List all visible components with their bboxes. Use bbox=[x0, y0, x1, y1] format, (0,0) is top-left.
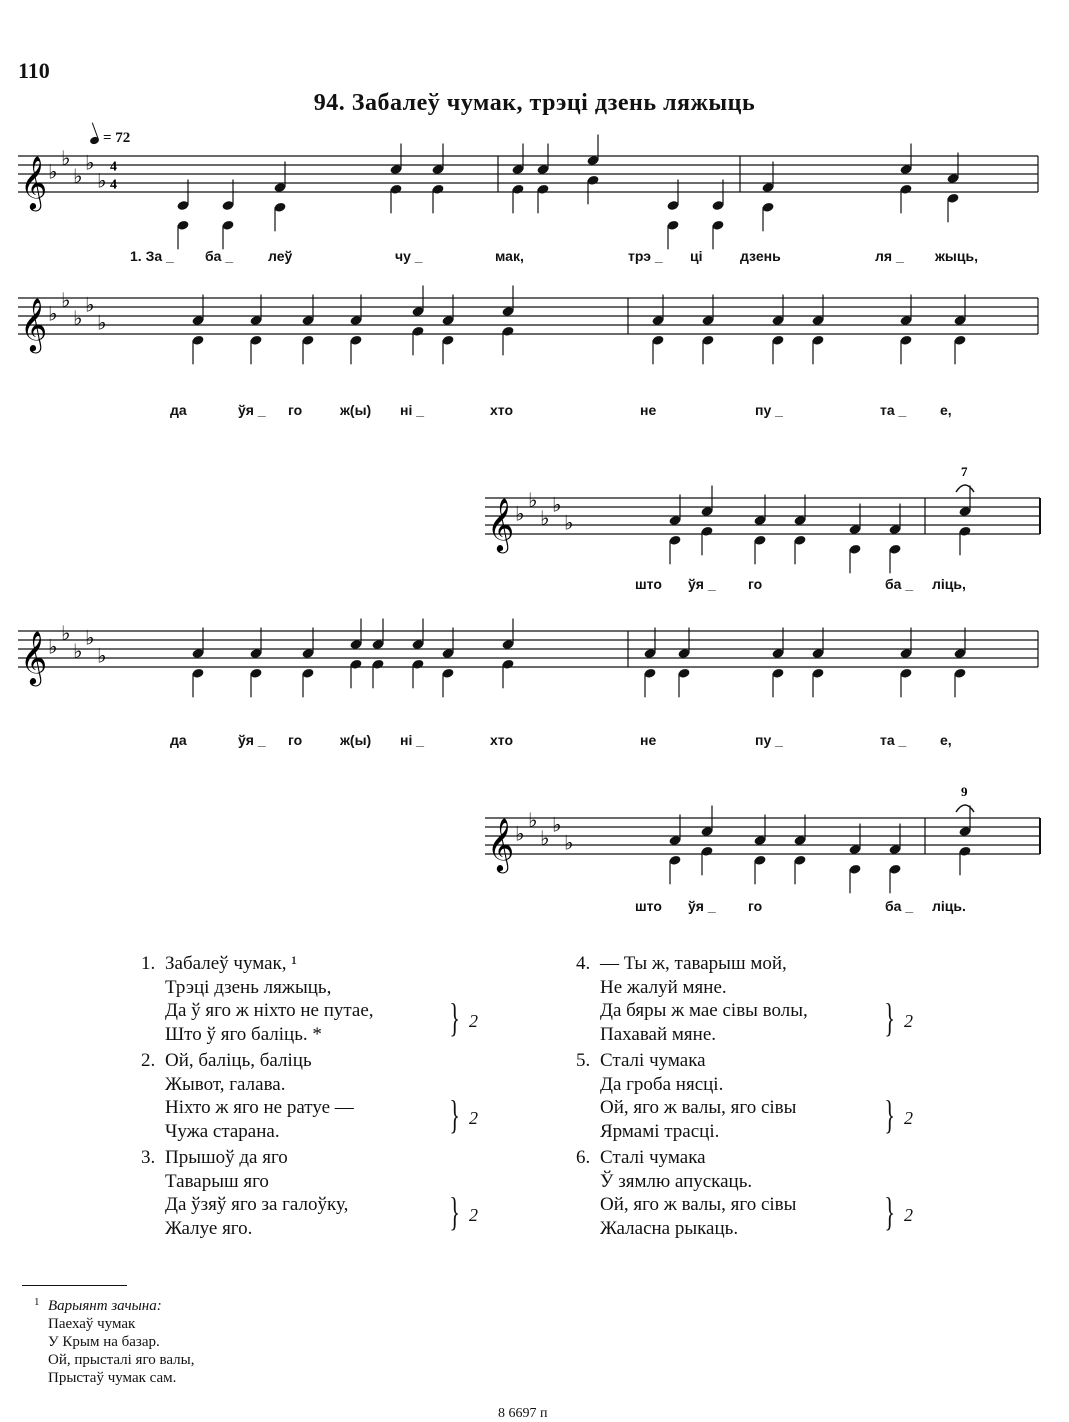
lyric-syllable: чу _ bbox=[395, 248, 423, 264]
verse-line: — Ты ж, таварыш мой, bbox=[600, 953, 787, 974]
lyric-syllable: е, bbox=[940, 732, 952, 748]
music-system-2 bbox=[18, 290, 1043, 400]
verse-line: Жывот, галава. bbox=[165, 1073, 286, 1095]
verse bbox=[141, 1049, 505, 1143]
lyric-syllable: не bbox=[640, 732, 657, 748]
repeat-count: 2 bbox=[904, 1108, 913, 1128]
lyric-syllable: та _ bbox=[880, 402, 907, 418]
lyric-syllable: е, bbox=[940, 402, 952, 418]
lyric-syllable: пу _ bbox=[755, 732, 783, 748]
flat-icon: ♭ bbox=[515, 501, 525, 526]
lyric-syllable: да bbox=[170, 732, 187, 748]
flat-icon: ♭ bbox=[85, 625, 95, 650]
lyric-syllable: ўя _ bbox=[688, 576, 716, 592]
lyric-syllable: ні _ bbox=[400, 402, 425, 418]
verse-line: Ой, яго ж валы, яго сівы bbox=[600, 1194, 797, 1215]
lyric-syllable: го bbox=[288, 402, 303, 418]
staff-4 bbox=[18, 623, 1043, 733]
treble-clef-icon: 𝄞 bbox=[20, 297, 48, 351]
flat-icon: ♭ bbox=[528, 808, 538, 832]
lyric-syllable: дзень bbox=[740, 248, 781, 264]
verse-line: Што ў яго баліць. * bbox=[165, 1023, 322, 1045]
verse-line: Сталі чумака bbox=[600, 1147, 706, 1168]
verse bbox=[576, 952, 940, 1046]
repeat-brace: } bbox=[449, 995, 460, 1040]
verse-line: Да ў яго ж ніхто не путае, bbox=[165, 1000, 374, 1021]
footnote bbox=[34, 1296, 195, 1387]
flat-icon: ♭ bbox=[540, 506, 550, 530]
lyric-syllable: не bbox=[640, 402, 657, 418]
printer-signature: 8 6697 п bbox=[498, 1406, 548, 1421]
treble-clef-icon: 𝄞 bbox=[487, 817, 515, 871]
lyric-syllable: хто bbox=[490, 732, 514, 748]
time-signature-top: 4 bbox=[110, 159, 117, 175]
footnote-lead: Варыянт зачына: bbox=[48, 1298, 162, 1314]
treble-clef-icon: 𝄞 bbox=[20, 630, 48, 684]
repeat-count: 2 bbox=[904, 1205, 913, 1225]
footnote-line: Паехаў чумак bbox=[48, 1316, 136, 1332]
verse-line: Ой, баліць, баліць bbox=[165, 1050, 312, 1071]
time-signature-bottom: 4 bbox=[110, 177, 117, 193]
lyric-syllable: ліць, bbox=[932, 576, 966, 592]
flat-icon: ♭ bbox=[48, 634, 58, 659]
quarter-note-icon bbox=[89, 136, 100, 146]
lyric-syllable: мак, bbox=[495, 248, 524, 264]
verse-line: Забалеў чумак, ¹ bbox=[165, 953, 297, 974]
lyric-syllable: го bbox=[748, 898, 763, 914]
treble-clef-icon: 𝄞 bbox=[20, 155, 48, 209]
footnote-line: У Крым на базар. bbox=[48, 1334, 160, 1350]
flat-icon: ♭ bbox=[73, 306, 83, 330]
music-system-4 bbox=[18, 623, 1043, 733]
lyric-syllable: трэ _ bbox=[628, 248, 663, 264]
flat-icon: ♭ bbox=[540, 826, 550, 850]
flat-icon: ♭ bbox=[73, 639, 83, 663]
repeat-brace: } bbox=[884, 1189, 895, 1234]
flat-icon: ♭ bbox=[97, 643, 107, 668]
repeat-count: 2 bbox=[469, 1205, 478, 1225]
music-system-1 bbox=[18, 148, 1043, 258]
lyric-syllable: ж(ы) bbox=[340, 732, 372, 748]
lyric-syllable: пу _ bbox=[755, 402, 783, 418]
flat-icon: ♭ bbox=[552, 492, 562, 517]
footnote-divider bbox=[22, 1285, 127, 1286]
verse-line: Да ўзяў яго за галоўку, bbox=[165, 1194, 349, 1215]
verse-line: Ў зямлю апускаць. bbox=[600, 1170, 753, 1192]
lyric-syllable: ля _ bbox=[875, 248, 904, 264]
lyric-syllable: ўя _ bbox=[688, 898, 716, 914]
lyric-syllable: жыць, bbox=[935, 248, 978, 264]
verse-line: Ніхто ж яго не ратуе — bbox=[165, 1097, 354, 1118]
lyric-syllable: хто bbox=[490, 402, 514, 418]
verse-line: Жалуе яго. bbox=[165, 1217, 253, 1239]
staff-1 bbox=[18, 148, 1043, 258]
verse-number: 4. bbox=[576, 953, 591, 974]
verse-line: Чужа старана. bbox=[165, 1120, 280, 1142]
lyric-syllable: што bbox=[635, 898, 662, 914]
staff-2 bbox=[18, 290, 1043, 400]
lyric-syllable: ж(ы) bbox=[340, 402, 372, 418]
lyric-syllable: го bbox=[288, 732, 303, 748]
verse-line: Да бяры ж мае сівы волы, bbox=[600, 1000, 808, 1021]
flat-icon: ♭ bbox=[528, 488, 538, 512]
verse bbox=[141, 1146, 505, 1240]
verse-number: 5. bbox=[576, 1050, 591, 1071]
footnote-line: Прыстаў чумак сам. bbox=[48, 1370, 177, 1386]
lyric-syllable: што bbox=[635, 576, 662, 592]
verse-number: 6. bbox=[576, 1147, 591, 1168]
repeat-count: 2 bbox=[904, 1011, 913, 1031]
flat-icon: ♭ bbox=[85, 150, 95, 175]
verse-line: Да гроба нясці. bbox=[600, 1073, 724, 1095]
lyric-syllable: та _ bbox=[880, 732, 907, 748]
fermata-number: 7 bbox=[961, 464, 968, 479]
flat-icon: ♭ bbox=[48, 301, 58, 326]
lyric-syllable: 1. За _ bbox=[130, 248, 174, 264]
lyric-syllable: ўя _ bbox=[238, 732, 266, 748]
verse-line: Ой, яго ж валы, яго сівы bbox=[600, 1097, 797, 1118]
verse-number: 1. bbox=[141, 953, 156, 974]
lyric-syllable: ба _ bbox=[885, 898, 914, 914]
verse-line: Трэці дзень ляжыць, bbox=[165, 976, 332, 998]
lyric-syllable: ба _ bbox=[205, 248, 234, 264]
flat-icon: ♭ bbox=[97, 310, 107, 335]
flat-icon: ♭ bbox=[552, 812, 562, 837]
repeat-count: 2 bbox=[469, 1108, 478, 1128]
flat-icon: ♭ bbox=[61, 146, 71, 170]
tempo-marking: = 72 bbox=[90, 130, 130, 147]
lyric-syllable: ба _ bbox=[885, 576, 914, 592]
flat-icon: ♭ bbox=[515, 821, 525, 846]
verse bbox=[141, 952, 505, 1046]
repeat-brace: } bbox=[884, 995, 895, 1040]
lyric-syllable: ўя _ bbox=[238, 402, 266, 418]
flat-icon: ♭ bbox=[48, 159, 58, 184]
verse-line: Прышоў да яго bbox=[165, 1147, 288, 1168]
verse-line: Таварыш яго bbox=[165, 1170, 269, 1192]
lyric-syllable: ні _ bbox=[400, 732, 425, 748]
verse-line: Не жалуй мяне. bbox=[600, 976, 727, 998]
verse-number: 3. bbox=[141, 1147, 156, 1168]
lyric-syllable: ці bbox=[690, 248, 703, 264]
page-number: 110 bbox=[18, 58, 50, 83]
repeat-brace: } bbox=[884, 1092, 895, 1137]
treble-clef-icon: 𝄞 bbox=[487, 497, 515, 551]
lyric-syllable: ліць. bbox=[932, 898, 966, 914]
flat-icon: ♭ bbox=[564, 510, 574, 535]
verse-line: Сталі чумака bbox=[600, 1050, 706, 1071]
repeat-brace: } bbox=[449, 1092, 460, 1137]
flat-icon: ♭ bbox=[85, 292, 95, 317]
flat-icon: ♭ bbox=[61, 288, 71, 312]
lyric-syllable: леў bbox=[268, 248, 293, 264]
verse-line: Ярмамі трасці. bbox=[600, 1120, 720, 1142]
lyric-syllable: да bbox=[170, 402, 187, 418]
footnote-mark: 1 bbox=[34, 1296, 40, 1308]
verse bbox=[576, 1049, 940, 1143]
flat-icon: ♭ bbox=[61, 621, 71, 645]
flat-icon: ♭ bbox=[564, 830, 574, 855]
verses-right-column bbox=[576, 952, 940, 1243]
repeat-count: 2 bbox=[469, 1011, 478, 1031]
verses-left-column bbox=[141, 952, 505, 1243]
verse-line: Пахавай мяне. bbox=[600, 1023, 717, 1045]
song-title: 94. Забалеў чумак, трэці дзень ляжыць bbox=[313, 90, 756, 116]
flat-icon: ♭ bbox=[73, 164, 83, 188]
repeat-brace: } bbox=[449, 1189, 460, 1234]
footnote-line: Ой, прысталі яго валы, bbox=[48, 1352, 195, 1368]
fermata-number: 9 bbox=[961, 784, 968, 799]
flat-icon: ♭ bbox=[97, 168, 107, 193]
fermata-icon bbox=[956, 805, 974, 812]
lyric-syllable: го bbox=[748, 576, 763, 592]
verse bbox=[576, 1146, 940, 1240]
verse-line: Жаласна рыкаць. bbox=[600, 1217, 739, 1239]
verse-number: 2. bbox=[141, 1050, 156, 1071]
fermata-icon bbox=[956, 485, 974, 492]
